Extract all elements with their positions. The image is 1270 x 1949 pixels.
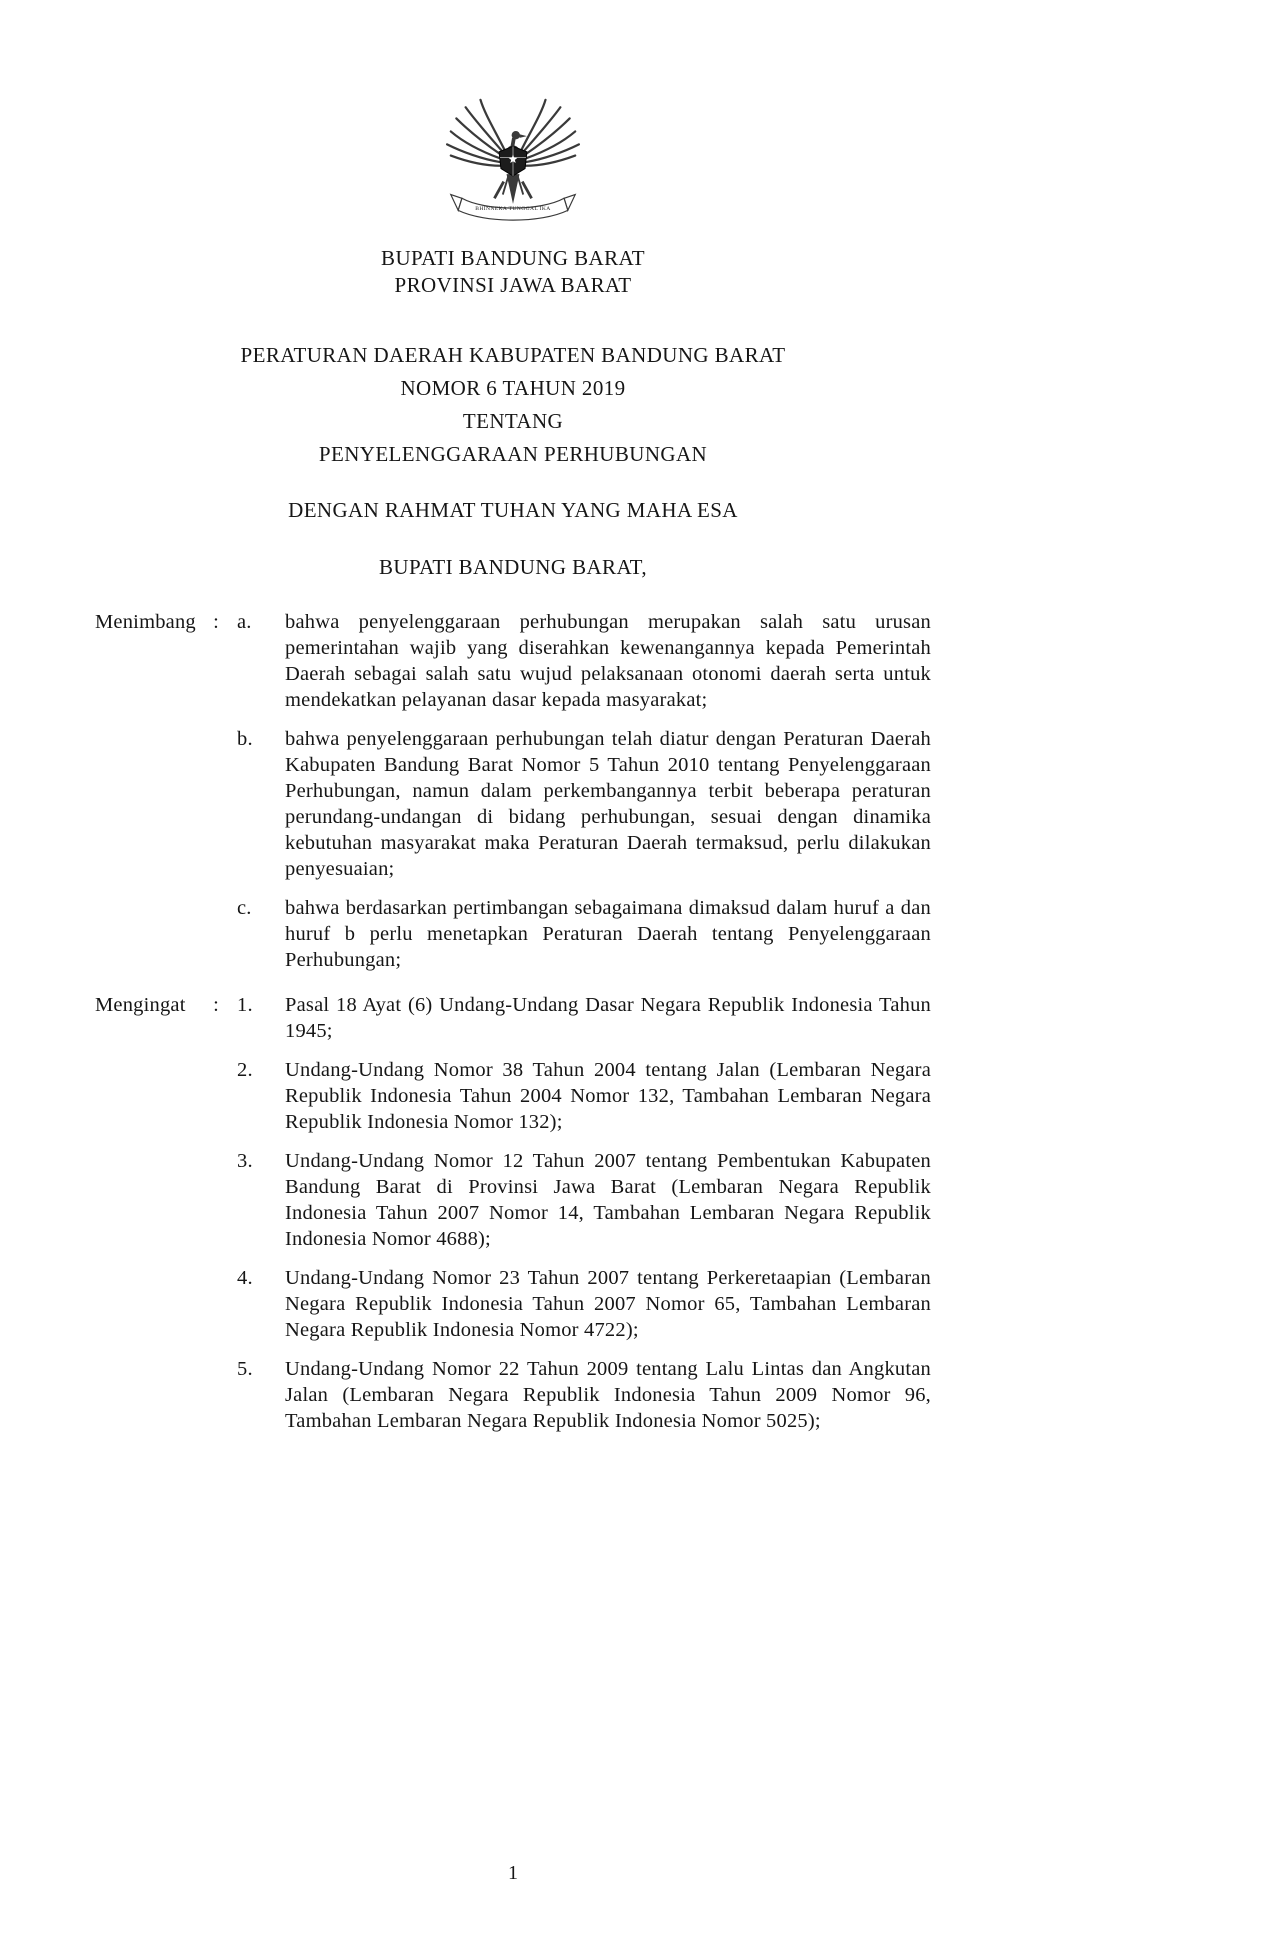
page-number: 1 — [508, 1862, 518, 1884]
regulation-title-block — [95, 339, 931, 471]
officiant-line: BUPATI BANDUNG BARAT, — [378, 555, 648, 579]
invocation-line: DENGAN RAHMAT TUHAN YANG MAHA ESA — [288, 498, 738, 522]
item-text: Undang-Undang Nomor 23 Tahun 2007 tentang Perkeretaapian (Lembaran Negara Republik Indonesia Tahun 2007 Nomor 65, Tambahan Lembaran Negara Republik Indonesia Nomor 4722); — [285, 1267, 931, 1341]
document-content — [95, 0, 931, 1949]
mengingat-label: Mengingat — [95, 994, 186, 1016]
regulation-title: PERATURAN DAERAH KABUPATEN BANDUNG BARAT — [240, 343, 786, 367]
item-text: bahwa berdasarkan pertimbangan sebagaimana dimaksud dalam huruf a dan huruf b perlu menetapkan Peraturan Daerah tentang Penyelenggaraan Perhubungan; — [285, 897, 931, 971]
item-marker: 1. — [237, 994, 253, 1016]
issuer-line: BUPATI BANDUNG BARAT — [381, 246, 645, 270]
regulation-number: NOMOR 6 TAHUN 2019 — [400, 376, 626, 400]
clauses-section — [95, 609, 931, 1434]
legal-basis-item — [95, 1356, 931, 1434]
emblem-container — [95, 0, 931, 233]
document-header — [95, 245, 931, 299]
item-marker: 3. — [237, 1150, 253, 1172]
item-text: Pasal 18 Ayat (6) Undang-Undang Dasar Negara Republik Indonesia Tahun 1945; — [285, 994, 931, 1042]
legal-basis-item — [95, 992, 931, 1044]
legal-basis-section — [95, 992, 931, 1434]
emblem-banner-text: BHINNEKA TUNGGAL IKA — [475, 205, 551, 212]
regulation-subject: PENYELENGGARAAN PERHUBUNGAN — [318, 442, 708, 466]
consideration-section — [95, 609, 931, 973]
legal-basis-item — [95, 1057, 931, 1135]
item-marker: b. — [237, 728, 253, 750]
item-marker: 4. — [237, 1267, 253, 1289]
mengingat-label-cell — [95, 992, 237, 1044]
province-line: PROVINSI JAWA BARAT — [394, 273, 632, 297]
item-text: Undang-Undang Nomor 38 Tahun 2004 tentang Jalan (Lembaran Negara Republik Indonesia Tahun 2004 Nomor 132, Tambahan Lembaran Negara Republik Indonesia Nomor 132); — [285, 1059, 931, 1133]
consideration-item — [95, 609, 931, 713]
consideration-item — [95, 726, 931, 882]
item-marker: 5. — [237, 1358, 253, 1380]
item-text: Undang-Undang Nomor 22 Tahun 2009 tentang Lalu Lintas dan Angkutan Jalan (Lembaran Negara Republik Indonesia Tahun 2009 Nomor 96, Tambahan Lembaran Negara Republik Indonesia Nomor 5025); — [285, 1358, 931, 1432]
item-text: bahwa penyelenggaraan perhubungan telah diatur dengan Peraturan Daerah Kabupaten Bandung Barat Nomor 5 Tahun 2010 tentang Penyelenggaraan Perhubungan, namun dalam perkembangannya terbit beberapa peraturan perundang-undangan di bidang perhubungan, sesuai dengan dinamika kebutuhan masyarakat maka Peraturan Daerah termaksud, perlu dilakukan penyesuaian; — [285, 728, 931, 880]
tentang-label: TENTANG — [462, 409, 564, 433]
item-text: bahwa penyelenggaraan perhubungan merupakan salah satu urusan pemerintahan wajib yang diserahkan kewenangannya kepada Pemerintah Daerah sebagai salah satu wujud pelaksanaan otonomi daerah serta untuk mendekatkan pelayanan dasar kepada masyarakat; — [285, 611, 931, 711]
legal-basis-item — [95, 1265, 931, 1343]
item-marker: 2. — [237, 1059, 253, 1081]
menimbang-label-cell — [95, 609, 237, 713]
item-text: Undang-Undang Nomor 12 Tahun 2007 tentang Pembentukan Kabupaten Bandung Barat di Provinsi Jawa Barat (Lembaran Negara Republik Indonesia Tahun 2007 Nomor 14, Tambahan Lembaran Negara Republik Indonesia Nomor 4688); — [285, 1150, 931, 1250]
consideration-item — [95, 895, 931, 973]
garuda-pancasila-emblem-icon — [443, 98, 583, 228]
menimbang-colon: : — [213, 611, 219, 633]
item-marker: a. — [237, 611, 252, 633]
legal-basis-item — [95, 1148, 931, 1252]
mengingat-colon: : — [213, 994, 219, 1016]
menimbang-label: Menimbang — [95, 611, 196, 633]
item-marker: c. — [237, 897, 252, 919]
